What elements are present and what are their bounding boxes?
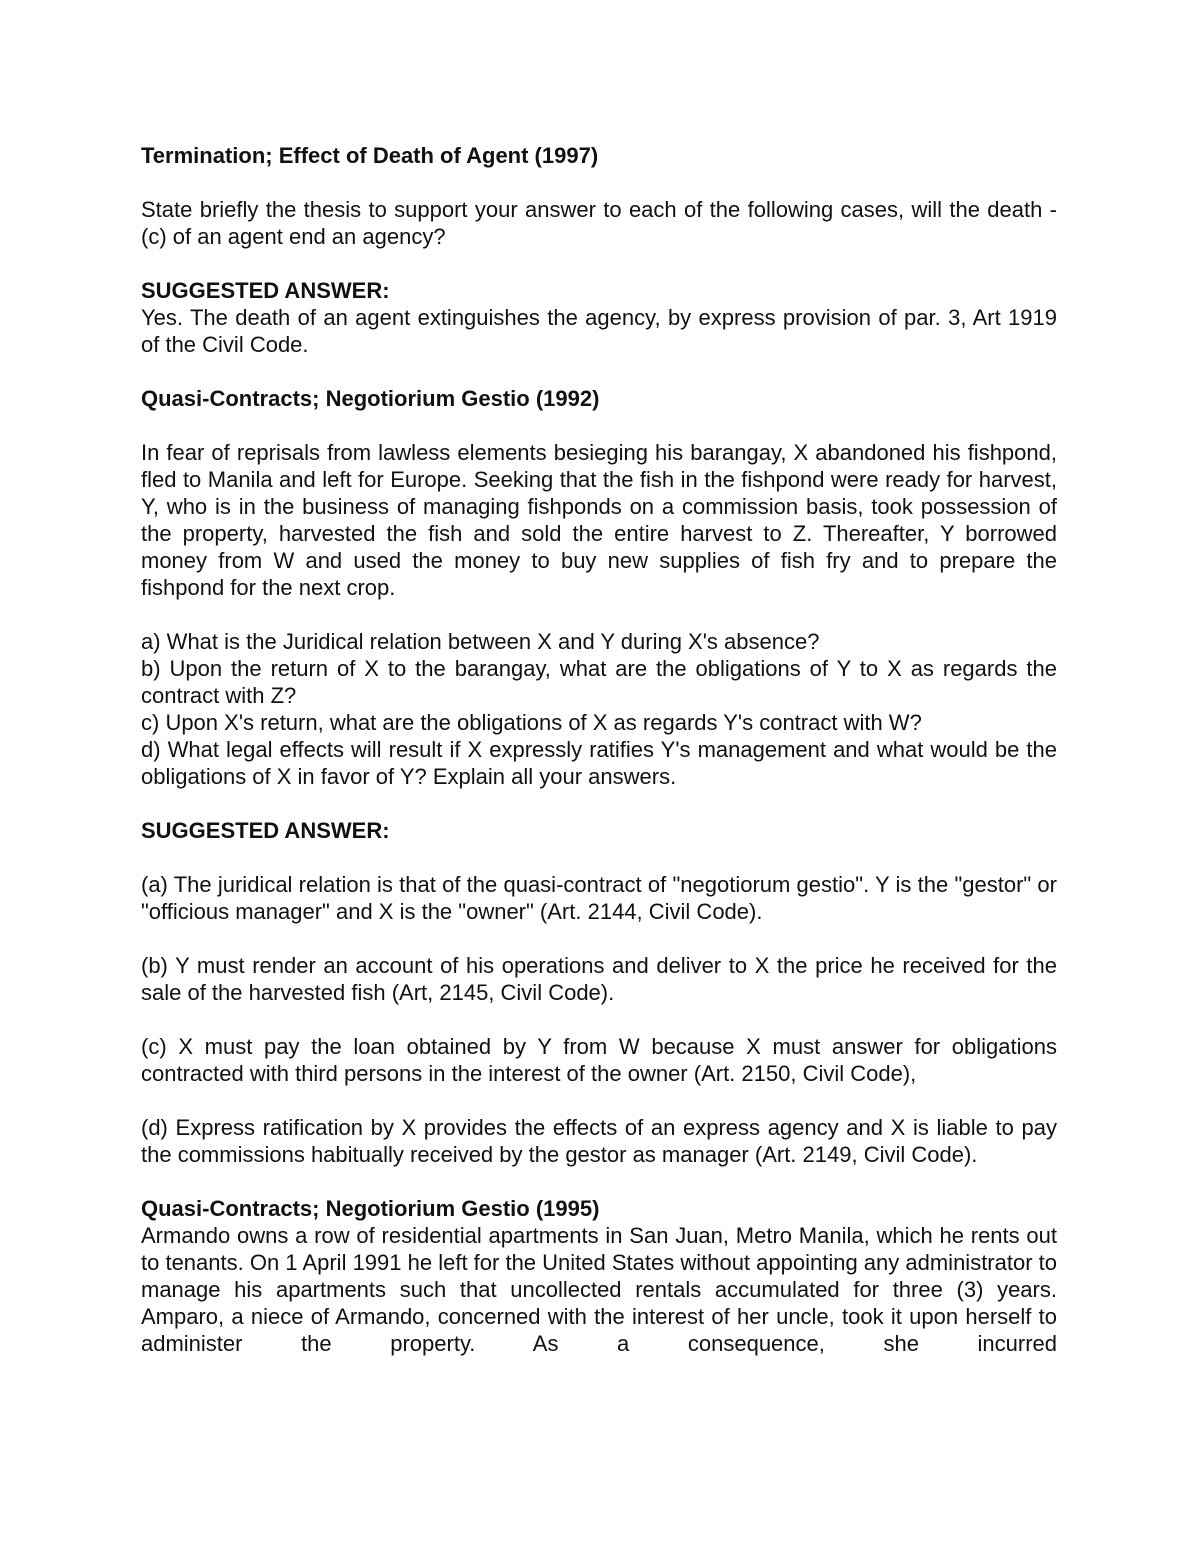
- section-heading: Quasi-Contracts; Negotiorium Gestio (1992): [141, 386, 600, 411]
- question-item: a) What is the Juridical relation between X and Y during X's absence?: [141, 629, 820, 654]
- answer-item: (b) Y must render an account of his operations and deliver to X the price he received for the sale of the harvested fish (Art, 2145, Civil Code).: [141, 953, 1057, 1005]
- question-item: c) Upon X's return, what are the obligations of X as regards Y's contract with W?: [141, 710, 922, 735]
- spacer: [141, 925, 1057, 952]
- answer-text: Yes. The death of an agent extinguishes the agency, by express provision of par. 3, Art 1919 of the Civil Code.: [141, 305, 1057, 357]
- spacer: [141, 1168, 1057, 1195]
- spacer: [141, 844, 1057, 871]
- spacer: [141, 169, 1057, 196]
- question-text: State briefly the thesis to support your answer to each of the following cases, will the death - (c) of an agent end an agency?: [141, 197, 1057, 249]
- section-heading: Quasi-Contracts; Negotiorium Gestio (1995): [141, 1196, 600, 1221]
- question-item: b) Upon the return of X to the barangay, what are the obligations of Y to X as regards the contract with Z?: [141, 656, 1057, 708]
- answer-item: (c) X must pay the loan obtained by Y from W because X must answer for obligations contracted with third persons in the interest of the owner (Art. 2150, Civil Code),: [141, 1034, 1057, 1086]
- answer-item: (a) The juridical relation is that of the quasi-contract of "negotiorum gestio". Y is the "gestor" or "officious manager" and X is the "owner" (Art. 2144, Civil Code).: [141, 872, 1057, 924]
- spacer: [141, 412, 1057, 439]
- spacer: [141, 790, 1057, 817]
- question-item: d) What legal effects will result if X expressly ratifies Y's management and what would be the obligations of X in favor of Y? Explain all your answers.: [141, 737, 1057, 789]
- spacer: [141, 601, 1057, 628]
- spacer: [141, 1087, 1057, 1114]
- spacer: [141, 250, 1057, 277]
- answer-label: SUGGESTED ANSWER:: [141, 278, 390, 303]
- answer-label: SUGGESTED ANSWER:: [141, 818, 390, 843]
- spacer: [141, 358, 1057, 385]
- section-heading: Termination; Effect of Death of Agent (1997): [141, 143, 599, 168]
- spacer: [141, 1006, 1057, 1033]
- facts-text: Armando owns a row of residential apartments in San Juan, Metro Manila, which he rents out to tenants. On 1 April 1991 he left for the United States without appointing any administrator to manage his apartments such that uncollected rentals accumulated for three (3) years. Amparo, a niece of Armando, concerned with the interest of her uncle, took it upon herself to administer the property. As a consequence, she incurred: [141, 1223, 1057, 1356]
- facts-text: In fear of reprisals from lawless elements besieging his barangay, X abandoned his fishpond, fled to Manila and left for Europe. Seeking that the fish in the fishpond were ready for harvest, Y, who is in the business of managing fishponds on a commission basis, took possession of the property, harvested the fish and sold the entire harvest to Z. Thereafter, Y borrowed money from W and used the money to buy new supplies of fish fry and to prepare the fishpond for the next crop.: [141, 440, 1057, 600]
- document-page: [141, 142, 1057, 1357]
- answer-item: (d) Express ratification by X provides the effects of an express agency and X is liable to pay the commissions habitually received by the gestor as manager (Art. 2149, Civil Code).: [141, 1115, 1057, 1167]
